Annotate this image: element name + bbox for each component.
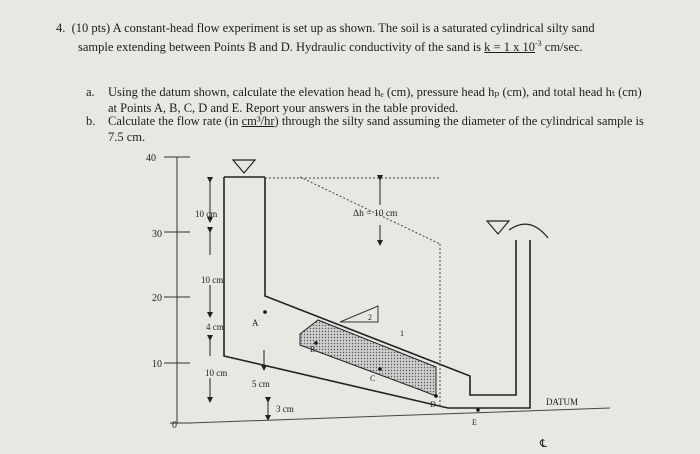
slope-rise: 1 xyxy=(400,329,404,338)
k-unit: cm/sec. xyxy=(541,40,583,55)
delta-h-label: Δh = 10 cm xyxy=(353,209,398,219)
slope-indicator xyxy=(340,306,378,322)
right-water-level xyxy=(487,221,548,238)
dim-4cm: 4 cm xyxy=(206,322,224,332)
left-water-level xyxy=(233,160,255,173)
dim-5cm: 5 cm xyxy=(252,379,270,389)
question-points: (10 pts) xyxy=(71,21,111,35)
part-a-line1: Using the datum shown, calculate the elevation head hₑ (cm), pressure head hₚ (cm), and total head hₜ (cm) xyxy=(108,85,642,99)
part-b-line1-post: ) through the silty sand assuming the diameter of the cylindrical sample is xyxy=(274,114,644,128)
k-value: k = 1 x 10 xyxy=(484,40,535,55)
dim-top-10cm: 10 cm xyxy=(195,209,218,219)
centerline-symbol: ℄ xyxy=(540,438,548,450)
point-c-label: C xyxy=(370,374,376,383)
part-b-label: b. xyxy=(86,114,96,128)
scale-tick-20: 20 xyxy=(152,293,162,304)
soil-sample xyxy=(300,320,436,396)
part-b-line2: 7.5 cm. xyxy=(108,130,146,144)
part-a-label: a. xyxy=(86,85,95,99)
dim-mid-10cm: 10 cm xyxy=(201,275,224,285)
question-text-line2: sample extending between Points B and D. Hydraulic conductivity of the sand is xyxy=(78,40,485,55)
question-number: 4. xyxy=(56,21,66,35)
scale-tick-40: 40 xyxy=(146,153,156,164)
part-a-line2: at Points A, B, C, D and E. Report your answers in the table provided. xyxy=(108,101,459,115)
point-e-label: E xyxy=(472,418,477,427)
point-a-label: A xyxy=(252,318,259,328)
k-exponent: -3 xyxy=(534,39,542,48)
dim-3cm: 3 cm xyxy=(276,404,294,414)
datum-label: DATUM xyxy=(546,397,579,407)
datum-line xyxy=(190,408,610,423)
point-d-label: D xyxy=(430,400,436,409)
scale-tick-0: 0 xyxy=(172,420,177,431)
part-b-line1-pre: Calculate the flow rate (in xyxy=(108,114,242,128)
part-b-unit: cm³/hr xyxy=(241,114,275,128)
dim-low-10cm: 10 cm xyxy=(205,368,228,378)
point-b-label: B xyxy=(310,345,316,354)
scale-tick-30: 30 xyxy=(152,229,162,240)
slope-run: 2 xyxy=(368,313,372,322)
elevation-scale xyxy=(164,157,190,423)
question-text-line1: A constant-head flow experiment is set up as shown. The soil is a saturated cylindrical silty sand xyxy=(112,21,595,35)
scale-tick-10: 10 xyxy=(152,359,162,370)
